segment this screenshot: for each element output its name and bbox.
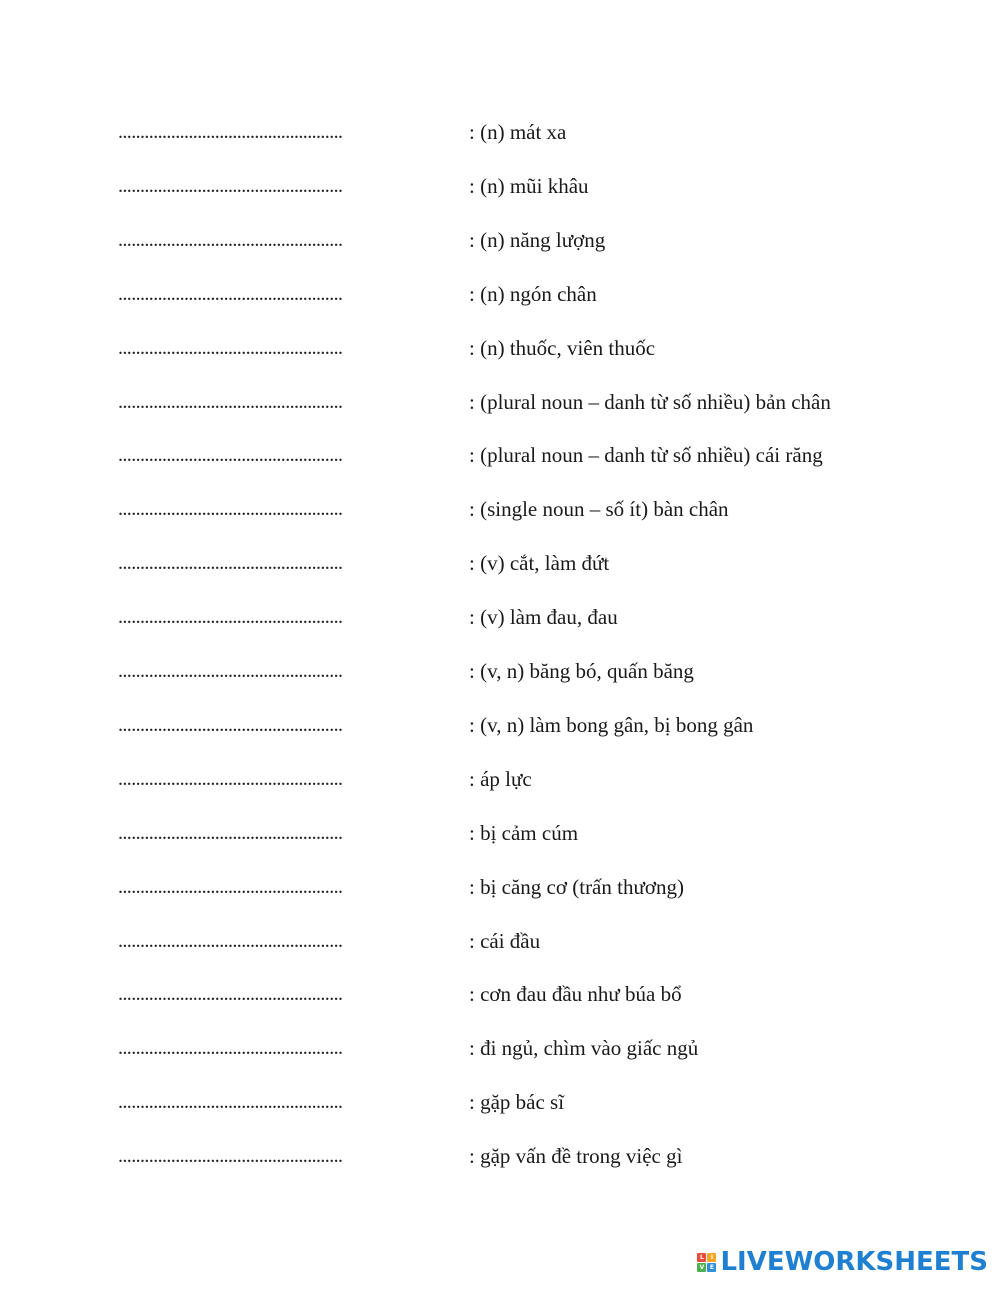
answer-blank-dots: ................................................... xyxy=(118,821,343,844)
answer-blank-dots: ................................................... xyxy=(118,390,343,413)
answer-input[interactable] xyxy=(118,874,410,900)
vocab-meaning: : (v) cắt, làm đứt xyxy=(469,551,610,576)
vocab-meaning: : (v, n) băng bó, quấn băng xyxy=(469,659,694,683)
answer-blank-dots: ................................................... xyxy=(118,875,343,898)
vocab-row xyxy=(118,766,918,796)
answer-input[interactable] xyxy=(118,442,410,468)
vocab-meaning: : (n) mũi khâu xyxy=(469,173,589,198)
answer-blank-dots: ................................................... xyxy=(118,498,343,521)
vocab-row xyxy=(118,1143,918,1173)
answer-blank-dots: ................................................... xyxy=(118,929,343,952)
answer-input[interactable] xyxy=(118,389,410,415)
answer-input[interactable] xyxy=(118,820,410,846)
answer-input[interactable] xyxy=(118,1035,410,1061)
vocab-row xyxy=(118,874,918,904)
vocab-meaning: : bị cảm cúm xyxy=(469,820,579,845)
vocab-row xyxy=(118,173,918,203)
answer-input[interactable] xyxy=(118,658,410,684)
vocab-meaning: : (n) thuốc, viên thuốc xyxy=(469,335,656,360)
answer-input[interactable] xyxy=(118,766,410,792)
vocab-meaning: : (single noun – số ít) bàn chân xyxy=(469,497,729,522)
vocab-row xyxy=(118,712,918,742)
answer-blank-dots: ................................................... xyxy=(118,1145,343,1168)
vocab-meaning: : (v) làm đau, đau xyxy=(469,605,618,630)
vocab-meaning: : áp lực xyxy=(469,766,532,791)
answer-input[interactable] xyxy=(118,1143,410,1169)
answer-blank-dots: ................................................... xyxy=(118,552,343,575)
vocab-row xyxy=(118,227,918,257)
answer-blank-dots: ................................................... xyxy=(118,606,343,629)
answer-input[interactable] xyxy=(118,119,410,145)
vocab-row xyxy=(118,604,918,634)
liveworksheets-logo-icon xyxy=(697,1253,716,1272)
vocab-row xyxy=(118,335,918,365)
vocab-row xyxy=(118,442,918,472)
vocab-meaning: : (n) năng lượng xyxy=(469,227,606,252)
answer-input[interactable] xyxy=(118,281,410,307)
answer-input[interactable] xyxy=(118,227,410,253)
answer-input[interactable] xyxy=(118,604,410,630)
vocab-row xyxy=(118,281,918,311)
answer-input[interactable] xyxy=(118,928,410,954)
answer-blank-dots: ................................................... xyxy=(118,660,343,682)
vocab-row xyxy=(118,389,918,419)
vocab-meaning: : cơn đau đầu như búa bổ xyxy=(469,982,682,1007)
answer-blank-dots: ................................................... xyxy=(118,336,343,359)
answer-blank-dots: ................................................... xyxy=(118,444,343,467)
answer-input[interactable] xyxy=(118,335,410,361)
vocab-meaning: : (n) ngón chân xyxy=(469,281,597,306)
vocab-meaning: : (plural noun – danh từ số nhiều) cái răng xyxy=(469,443,823,468)
answer-blank-dots: ................................................... xyxy=(118,282,343,305)
vocab-row xyxy=(118,496,918,526)
vocab-meaning: : (v, n) làm bong gân, bị bong gân xyxy=(469,712,754,737)
vocab-row xyxy=(118,119,918,149)
liveworksheets-logo xyxy=(697,1247,988,1277)
vocab-row xyxy=(118,928,918,958)
answer-input[interactable] xyxy=(118,1089,410,1115)
answer-input[interactable] xyxy=(118,981,410,1007)
answer-blank-dots: ................................................... xyxy=(118,1091,343,1114)
answer-blank-dots: ................................................... xyxy=(118,713,343,736)
answer-input[interactable] xyxy=(118,496,410,522)
answer-blank-dots: ................................................... xyxy=(118,1037,343,1060)
logo-tile-e: E xyxy=(707,1263,716,1272)
liveworksheets-logo-text: LIVEWORKSHEETS xyxy=(720,1247,988,1277)
answer-input[interactable] xyxy=(118,550,410,576)
vocab-row xyxy=(118,1089,918,1119)
answer-blank-dots: ................................................... xyxy=(118,174,343,197)
answer-input[interactable] xyxy=(118,173,410,199)
vocab-meaning: : cái đầu xyxy=(469,928,541,953)
vocab-row xyxy=(118,1035,918,1065)
vocab-meaning: : gặp vấn đề trong việc gì xyxy=(469,1144,683,1169)
logo-tile-l: L xyxy=(697,1253,706,1262)
vocab-row xyxy=(118,820,918,850)
answer-blank-dots: ................................................... xyxy=(118,121,343,143)
vocab-meaning: : gặp bác sĩ xyxy=(469,1090,565,1115)
vocab-row xyxy=(118,981,918,1011)
vocab-meaning: : (plural noun – danh từ số nhiều) bản chân xyxy=(469,389,831,414)
vocab-row xyxy=(118,550,918,580)
answer-blank-dots: ................................................... xyxy=(118,228,343,251)
vocab-meaning: : (n) mát xa xyxy=(469,120,567,144)
logo-tile-i: I xyxy=(707,1253,716,1262)
answer-blank-dots: ................................................... xyxy=(118,767,343,790)
vocab-row xyxy=(118,658,918,688)
answer-blank-dots: ................................................... xyxy=(118,983,343,1006)
answer-input[interactable] xyxy=(118,712,410,738)
vocab-meaning: : bị căng cơ (trấn thương) xyxy=(469,874,684,899)
logo-tile-v: V xyxy=(697,1263,706,1272)
vocab-meaning: : đi ngủ, chìm vào giấc ngủ xyxy=(469,1036,699,1061)
